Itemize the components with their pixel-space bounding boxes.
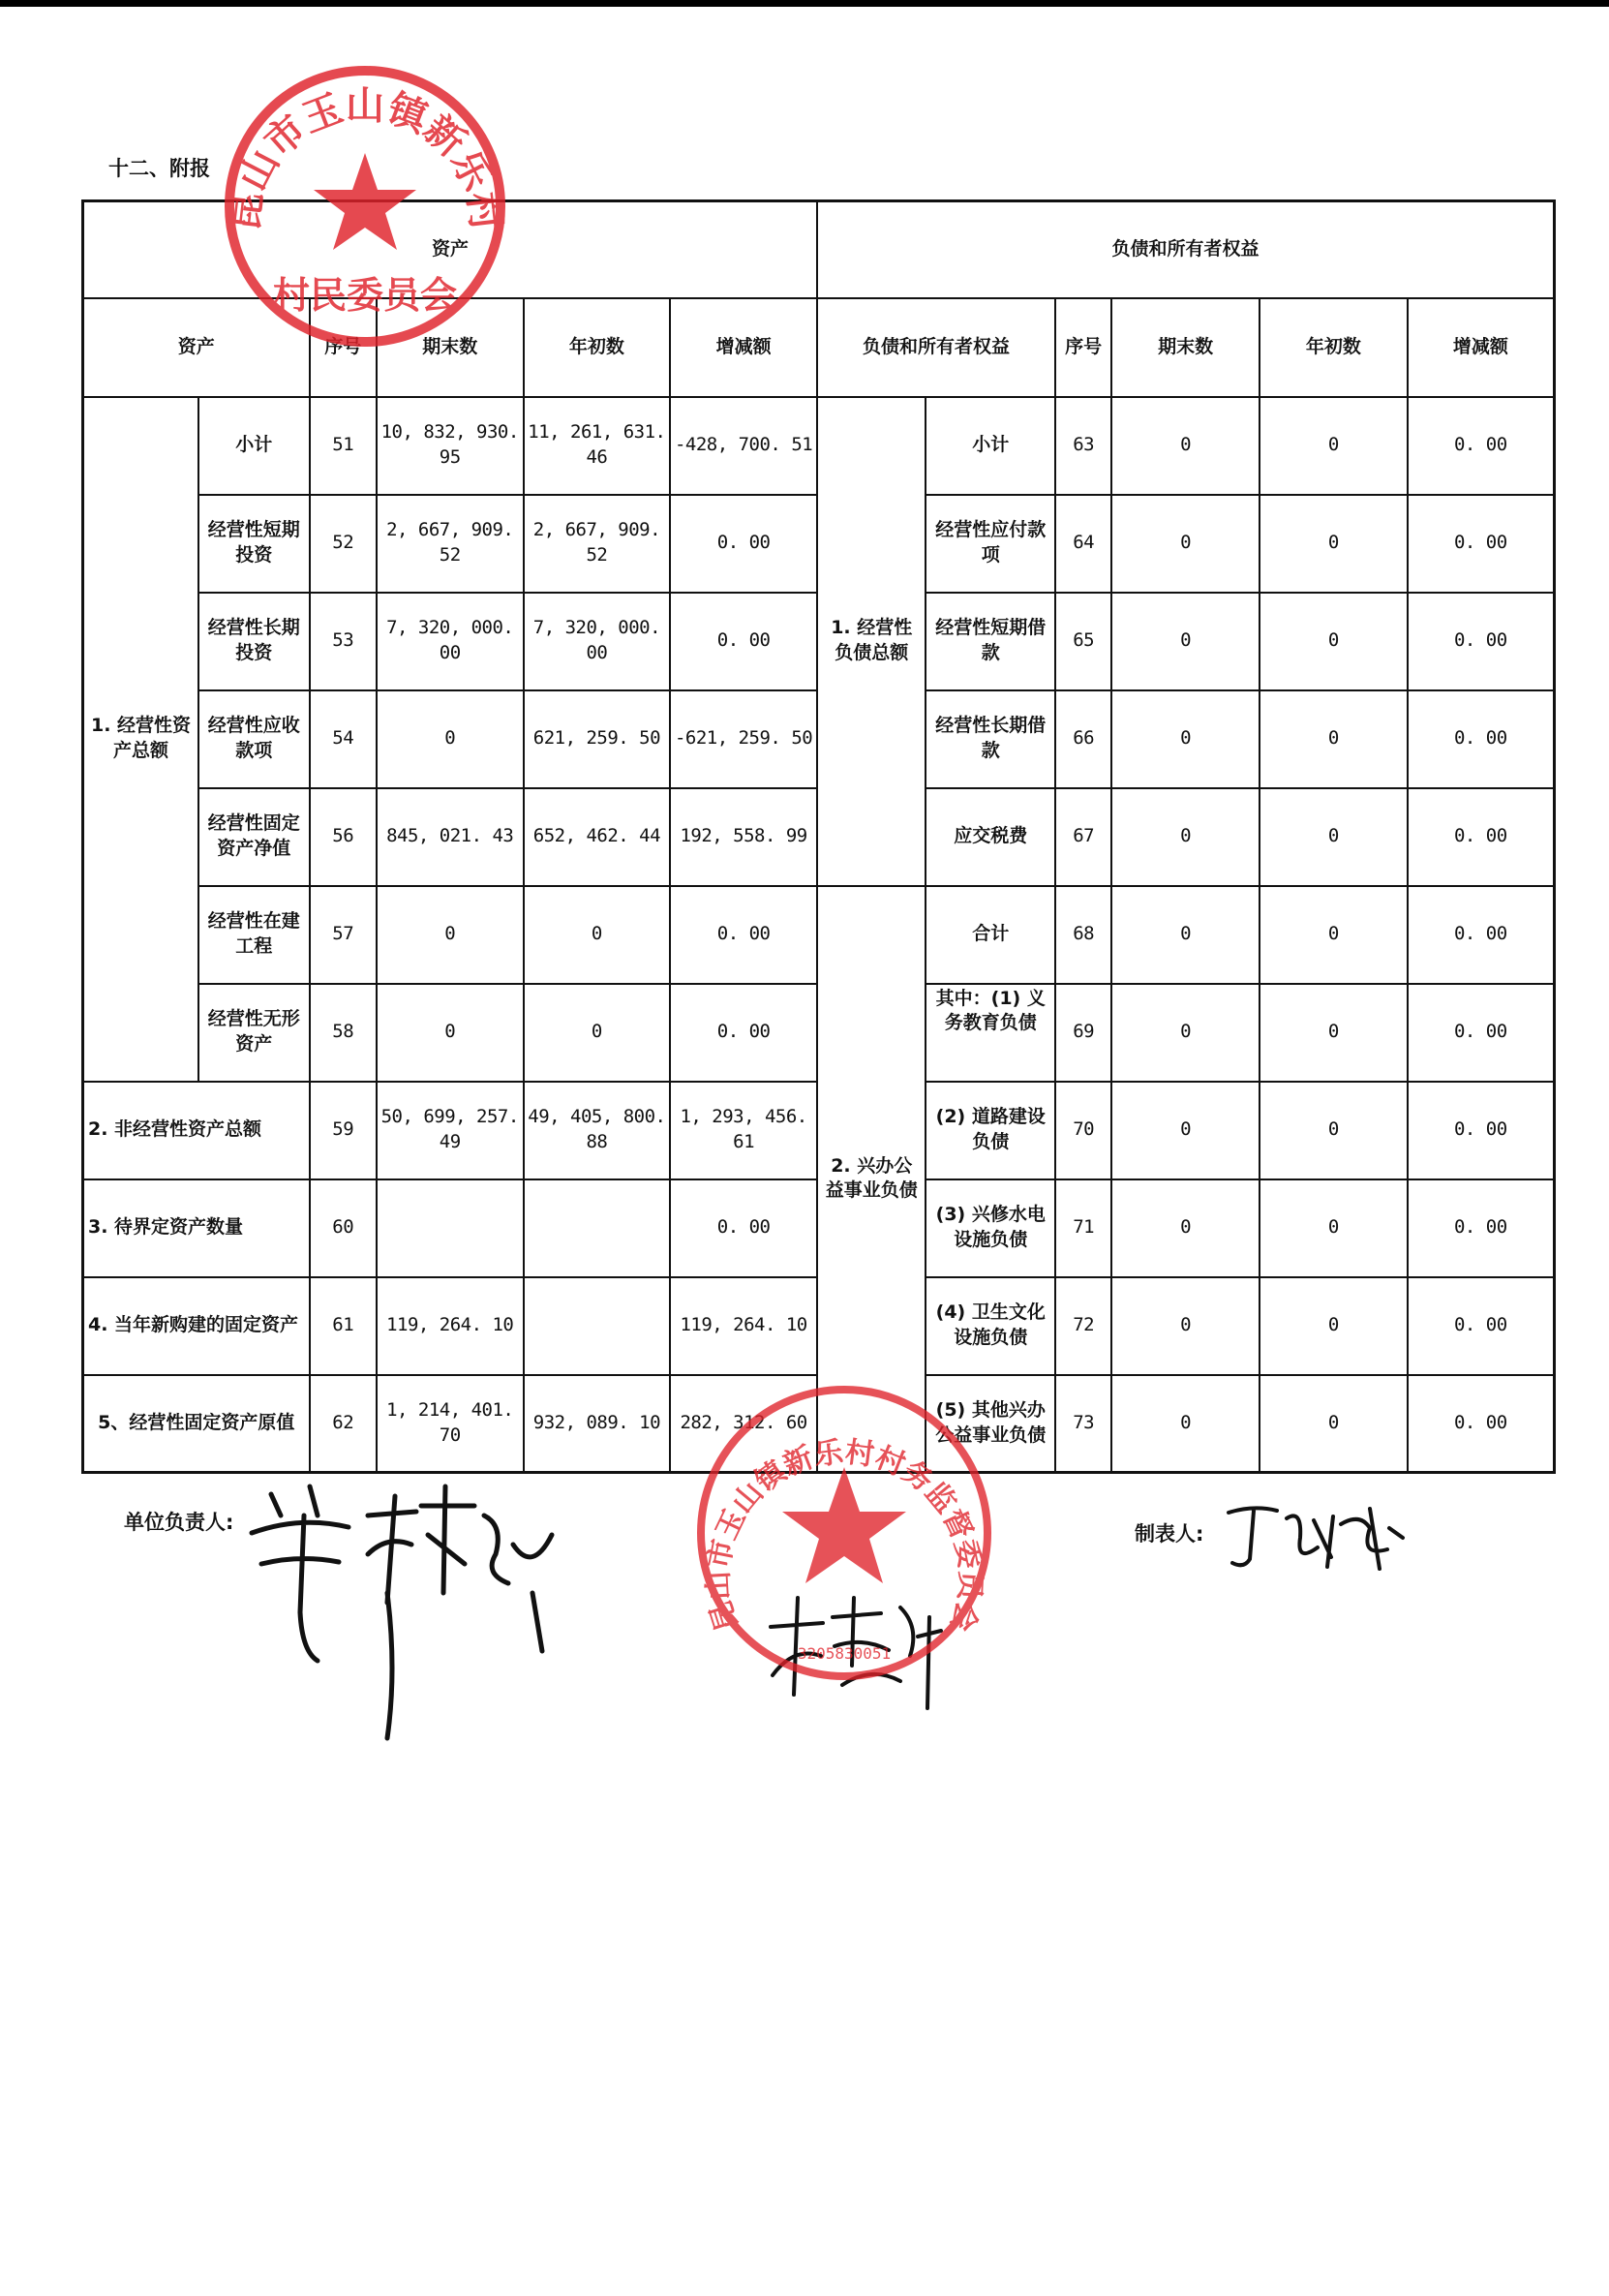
liab-seq: 68 (1055, 886, 1111, 984)
liab-seq: 64 (1055, 495, 1111, 593)
liab-seq: 66 (1055, 690, 1111, 788)
asset-change-value: 0. 00 (670, 1179, 817, 1277)
asset-change-value: 0. 00 (670, 495, 817, 593)
table-row (83, 397, 1555, 495)
asset-begin-value: 0 (524, 984, 671, 1082)
liab-item-name: 经营性短期借款 (926, 593, 1055, 690)
stamp-arc-text: 昆山市玉山镇新乐村 (221, 82, 509, 234)
asset-end-value: 10, 832, 930. 95 (377, 397, 524, 495)
stamp-arc-text: 昆山市玉山镇新乐村村务监督委员会 (701, 1435, 987, 1636)
asset-seq: 53 (310, 593, 377, 690)
liab-item-name: (2) 道路建设负债 (926, 1082, 1055, 1179)
asset-end-value: 0 (377, 886, 524, 984)
asset-begin-value: 0 (524, 886, 671, 984)
liab-change-value: 0. 00 (1408, 984, 1555, 1082)
stamp-code: 3205830051 (797, 1644, 892, 1663)
asset-begin-value: 49, 405, 800. 88 (524, 1082, 671, 1179)
asset-end-value: 2, 667, 909. 52 (377, 495, 524, 593)
asset-item-name: 经营性短期投资 (198, 495, 310, 593)
liab-begin-value: 0 (1260, 1277, 1408, 1375)
asset-begin-value: 11, 261, 631. 46 (524, 397, 671, 495)
asset-seq: 62 (310, 1375, 377, 1473)
assets-group-header: 资产 (83, 201, 817, 298)
begin-header: 年初数 (524, 298, 671, 397)
liab-end-value: 0 (1111, 1277, 1260, 1375)
liab-begin-value: 0 (1260, 1179, 1408, 1277)
public-liab-group-label: 2. 兴办公益事业负债 (817, 886, 926, 1473)
asset-seq: 51 (310, 397, 377, 495)
asset-begin-value: 7, 320, 000. 00 (524, 593, 671, 690)
liabilities-column-header: 负债和所有者权益 (817, 298, 1055, 397)
begin-header-2: 年初数 (1260, 298, 1408, 397)
asset-begin-value (524, 1179, 671, 1277)
village-committee-stamp (215, 56, 515, 356)
asset-begin-value: 2, 667, 909. 52 (524, 495, 671, 593)
end-header-2: 期末数 (1111, 298, 1260, 397)
change-header-2: 增减额 (1408, 298, 1555, 397)
asset-change-value: 1, 293, 456. 61 (670, 1082, 817, 1179)
asset-change-value: 282, 312. 60 (670, 1375, 817, 1473)
assets-column-header: 资产 (83, 298, 310, 397)
asset-end-value: 0 (377, 690, 524, 788)
asset-seq: 52 (310, 495, 377, 593)
asset-end-value (377, 1179, 524, 1277)
liab-change-value: 0. 00 (1408, 397, 1555, 495)
asset-item-name: 经营性在建工程 (198, 886, 310, 984)
liab-end-value: 0 (1111, 397, 1260, 495)
liabilities-group-header: 负债和所有者权益 (817, 201, 1555, 298)
scan-top-edge (0, 0, 1609, 7)
liab-seq: 65 (1055, 593, 1111, 690)
change-header: 增减额 (670, 298, 817, 397)
liab-seq: 73 (1055, 1375, 1111, 1473)
liab-begin-value: 0 (1260, 397, 1408, 495)
liab-change-value: 0. 00 (1408, 1082, 1555, 1179)
asset-seq: 58 (310, 984, 377, 1082)
liab-change-value: 0. 00 (1408, 593, 1555, 690)
liab-item-name: 其中：(1) 义务教育负债 (926, 984, 1055, 1082)
asset-seq: 57 (310, 886, 377, 984)
asset-change-value: 0. 00 (670, 984, 817, 1082)
liab-end-value: 0 (1111, 1179, 1260, 1277)
asset-end-value: 119, 264. 10 (377, 1277, 524, 1375)
liab-begin-value: 0 (1260, 495, 1408, 593)
asset-change-value: 119, 264. 10 (670, 1277, 817, 1375)
asset-item-name: 经营性无形资产 (198, 984, 310, 1082)
liab-change-value: 0. 00 (1408, 1179, 1555, 1277)
liab-begin-value: 0 (1260, 593, 1408, 690)
end-header: 期末数 (377, 298, 524, 397)
preparer-label: 制表人: (1135, 1522, 1204, 1546)
liab-begin-value: 0 (1260, 1375, 1408, 1473)
stamp-bottom-text: 村民委员会 (272, 273, 458, 317)
liab-seq: 69 (1055, 984, 1111, 1082)
asset-begin-value: 652, 462. 44 (524, 788, 671, 886)
unit-head-signature (242, 1477, 571, 1748)
liab-change-value: 0. 00 (1408, 788, 1555, 886)
balance-attachment-table (81, 199, 1556, 1474)
liab-end-value: 0 (1111, 495, 1260, 593)
liab-seq: 71 (1055, 1179, 1111, 1277)
asset-begin-value: 621, 259. 50 (524, 690, 671, 788)
asset-change-value: 0. 00 (670, 886, 817, 984)
liab-item-name: 经营性应付款项 (926, 495, 1055, 593)
asset-change-value: -428, 700. 51 (670, 397, 817, 495)
liab-item-name: 应交税费 (926, 788, 1055, 886)
asset-seq: 54 (310, 690, 377, 788)
asset-seq: 56 (310, 788, 377, 886)
liab-change-value: 0. 00 (1408, 1277, 1555, 1375)
asset-change-value: -621, 259. 50 (670, 690, 817, 788)
asset-item-name: 经营性应收款项 (198, 690, 310, 788)
liab-seq: 72 (1055, 1277, 1111, 1375)
liab-item-name: (4) 卫生文化设施负债 (926, 1277, 1055, 1375)
asset-item-name: 3. 待界定资产数量 (83, 1179, 310, 1277)
asset-item-name: 4. 当年新购建的固定资产 (83, 1277, 310, 1375)
liab-end-value: 0 (1111, 690, 1260, 788)
asset-item-name: 经营性固定资产净值 (198, 788, 310, 886)
seq-header: 序号 (310, 298, 377, 397)
liab-seq: 67 (1055, 788, 1111, 886)
liab-item-name: (5) 其他兴办公益事业负债 (926, 1375, 1055, 1473)
liab-seq: 70 (1055, 1082, 1111, 1179)
liab-end-value: 0 (1111, 593, 1260, 690)
liab-begin-value: 0 (1260, 984, 1408, 1082)
asset-begin-value (524, 1277, 671, 1375)
liab-item-name: 合计 (926, 886, 1055, 984)
liab-change-value: 0. 00 (1408, 1375, 1555, 1473)
asset-end-value: 845, 021. 43 (377, 788, 524, 886)
asset-end-value: 7, 320, 000. 00 (377, 593, 524, 690)
asset-end-value: 1, 214, 401. 70 (377, 1375, 524, 1473)
asset-item-name: 小计 (198, 397, 310, 495)
liab-item-name: 经营性长期借款 (926, 690, 1055, 788)
asset-item-name: 经营性长期投资 (198, 593, 310, 690)
asset-change-value: 192, 558. 99 (670, 788, 817, 886)
liab-seq: 63 (1055, 397, 1111, 495)
asset-end-value: 0 (377, 984, 524, 1082)
seq-header-2: 序号 (1055, 298, 1111, 397)
liab-item-name: (3) 兴修水电设施负债 (926, 1179, 1055, 1277)
table-row (83, 886, 1555, 984)
asset-seq: 59 (310, 1082, 377, 1179)
supervision-committee-stamp (689, 1378, 999, 1688)
asset-end-value: 50, 699, 257. 49 (377, 1082, 524, 1179)
liab-begin-value: 0 (1260, 886, 1408, 984)
liab-end-value: 0 (1111, 1082, 1260, 1179)
unit-head-label: 单位负责人: (124, 1511, 234, 1534)
asset-seq: 61 (310, 1277, 377, 1375)
preparer-signature (1225, 1499, 1409, 1577)
liab-begin-value: 0 (1260, 1082, 1408, 1179)
liab-end-value: 0 (1111, 886, 1260, 984)
asset-begin-value: 932, 089. 10 (524, 1375, 671, 1473)
asset-item-name: 2. 非经营性资产总额 (83, 1082, 310, 1179)
liab-end-value: 0 (1111, 984, 1260, 1082)
section-title: 十二、附报 (108, 157, 210, 180)
asset-seq: 60 (310, 1179, 377, 1277)
liab-change-value: 0. 00 (1408, 495, 1555, 593)
op-liab-group-label: 1. 经营性负债总额 (817, 397, 926, 886)
liab-change-value: 0. 00 (1408, 886, 1555, 984)
asset-item-name: 5、经营性固定资产原值 (83, 1375, 310, 1473)
liab-begin-value: 0 (1260, 690, 1408, 788)
liab-end-value: 0 (1111, 1375, 1260, 1473)
liab-end-value: 0 (1111, 788, 1260, 886)
asset-change-value: 0. 00 (670, 593, 817, 690)
liab-change-value: 0. 00 (1408, 690, 1555, 788)
liab-begin-value: 0 (1260, 788, 1408, 886)
op-assets-group-label: 1. 经营性资产总额 (83, 397, 199, 1082)
liab-item-name: 小计 (926, 397, 1055, 495)
